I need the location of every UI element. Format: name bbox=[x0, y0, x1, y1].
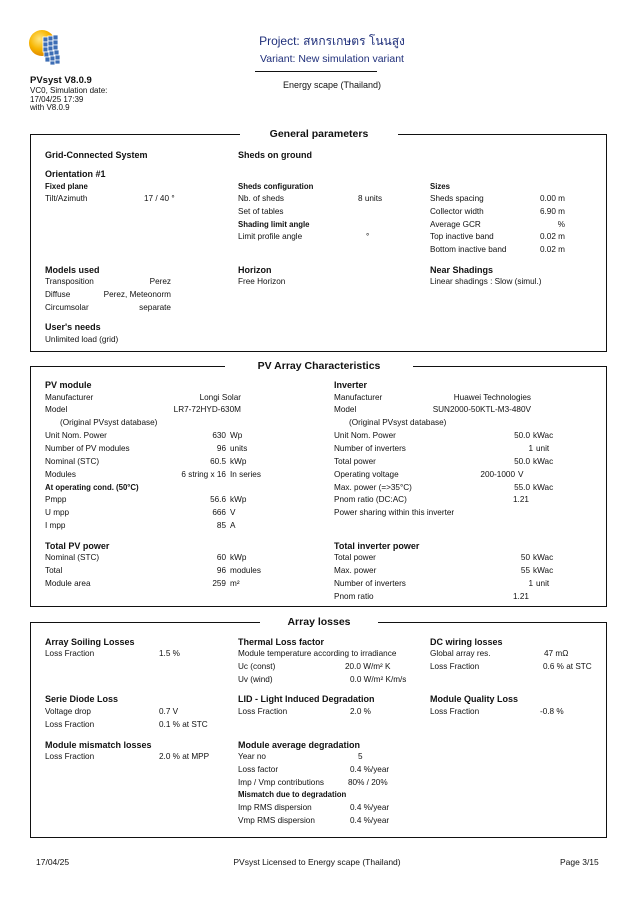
pv-spec-label: Nominal (STC) bbox=[45, 457, 100, 466]
total-inv-num: 1.21 bbox=[513, 592, 529, 601]
model-label: Circumsolar bbox=[45, 303, 89, 312]
lid-value: 2.0 % bbox=[350, 707, 371, 716]
total-inv-label: Total power bbox=[334, 553, 376, 562]
shading-limit-label: Shading limit angle bbox=[238, 220, 310, 229]
operating-num: 666 bbox=[212, 508, 226, 517]
lid-label: Loss Fraction bbox=[238, 707, 288, 716]
inv-spec-unit: unit bbox=[536, 444, 550, 453]
size-value: 0.02 m bbox=[539, 232, 565, 241]
uv-value: 0.0 W/m² K/m/s bbox=[350, 675, 407, 684]
uc-value: 20.0 W/m² K bbox=[345, 662, 391, 671]
diode-loss-value: 0.1 % at STC bbox=[159, 720, 208, 729]
total-pv-num: 96 bbox=[216, 566, 226, 575]
total-inv-label: Max. power bbox=[334, 566, 377, 575]
degradation-label: Year no bbox=[238, 752, 266, 761]
inverter-title: Inverter bbox=[334, 380, 368, 390]
pv-spec-label: Modules bbox=[45, 470, 76, 479]
total-pv-num: 60 bbox=[216, 553, 226, 562]
inv-spec-unit: kWac bbox=[533, 457, 554, 466]
total-inv-title: Total inverter power bbox=[334, 541, 420, 551]
inv-spec-unit: V bbox=[518, 470, 524, 479]
inv-spec-num: 50.0 bbox=[514, 457, 530, 466]
total-inv-unit: kWac bbox=[533, 566, 554, 575]
section-title: PV Array Characteristics bbox=[225, 360, 413, 372]
total-inv-unit: kWac bbox=[533, 553, 554, 562]
variant-title: Variant: New simulation variant bbox=[260, 53, 404, 65]
model-label: Transposition bbox=[45, 277, 94, 286]
dc-res-label: Global array res. bbox=[430, 649, 491, 658]
footer-page-number: Page 3/15 bbox=[560, 857, 599, 867]
total-pv-label: Module area bbox=[45, 579, 91, 588]
pv-spec-label: Number of PV modules bbox=[45, 444, 130, 453]
soiling-value: 1.5 % bbox=[159, 649, 180, 658]
size-label: Collector width bbox=[430, 207, 484, 216]
mismatch-value: 2.0 % at MPP bbox=[159, 752, 210, 761]
operating-title: At operating cond. (50°C) bbox=[45, 483, 139, 492]
pv-spec-num: 630 bbox=[212, 431, 226, 440]
dc-loss-label: Loss Fraction bbox=[430, 662, 480, 671]
size-value: % bbox=[557, 220, 565, 229]
dc-res-value: 47 mΩ bbox=[544, 649, 569, 658]
total-inv-label: Pnom ratio bbox=[334, 592, 374, 601]
inv-spec-label: Total power bbox=[334, 457, 376, 466]
total-inv-label: Number of inverters bbox=[334, 579, 406, 588]
section-title: Array losses bbox=[260, 616, 378, 628]
sheds-config-label: Sheds configuration bbox=[238, 182, 314, 191]
tilt-label: Tilt/Azimuth bbox=[45, 194, 88, 203]
total-pv-unit: modules bbox=[230, 566, 261, 575]
near-shadings-title: Near Shadings bbox=[430, 265, 494, 275]
total-inv-unit: unit bbox=[536, 579, 550, 588]
total-inv-num: 55 bbox=[520, 566, 530, 575]
operating-label: Pmpp bbox=[45, 495, 67, 504]
models-title: Models used bbox=[45, 265, 100, 275]
degradation-value: 80% / 20% bbox=[348, 778, 388, 787]
quality-label: Loss Fraction bbox=[430, 707, 480, 716]
size-label: Average GCR bbox=[430, 220, 481, 229]
horizon-value: Free Horizon bbox=[238, 277, 286, 286]
horizon-title: Horizon bbox=[238, 265, 272, 275]
model-value: Perez bbox=[149, 277, 171, 286]
system-type: Grid-Connected System bbox=[45, 150, 148, 160]
degradation-label: Loss factor bbox=[238, 765, 279, 774]
pv-module-value: Longi Solar bbox=[199, 393, 241, 402]
simulation-info bbox=[30, 87, 107, 113]
pv-module-label: Model bbox=[45, 405, 68, 414]
inv-spec-num: 1 bbox=[528, 444, 533, 453]
inverter-label: Model bbox=[334, 405, 357, 414]
inv-spec-num: 1.21 bbox=[513, 495, 529, 504]
soiling-title: Array Soiling Losses bbox=[45, 637, 135, 647]
sim-info-line: with V8.0.9 bbox=[30, 103, 70, 112]
orientation-title: Orientation #1 bbox=[45, 169, 106, 179]
inv-db-note: (Original PVsyst database) bbox=[349, 418, 447, 427]
size-value: 6.90 m bbox=[539, 207, 565, 216]
inv-spec-label: Unit Nom. Power bbox=[334, 431, 396, 440]
pv-spec-unit: kWp bbox=[230, 457, 247, 466]
pv-spec-num: 60.5 bbox=[210, 457, 226, 466]
degr-mismatch-value: 0.4 %/year bbox=[350, 803, 390, 812]
footer-license: PVsyst Licensed to Energy scape (Thailand) bbox=[233, 857, 401, 867]
pv-spec-label: Unit Nom. Power bbox=[45, 431, 107, 440]
degr-mismatch-label: Vmp RMS dispersion bbox=[238, 816, 315, 825]
total-pv-unit: m² bbox=[230, 579, 240, 588]
operating-label: U mpp bbox=[45, 508, 70, 517]
section-title: General parameters bbox=[240, 128, 398, 140]
inverter-value: SUN2000-50KTL-M3-480V bbox=[432, 405, 531, 414]
needs-value: Unlimited load (grid) bbox=[45, 335, 119, 344]
footer-date: 17/04/25 bbox=[36, 857, 70, 867]
degradation-title: Module average degradation bbox=[238, 740, 361, 750]
inverter-value: Huawei Technologies bbox=[453, 393, 531, 402]
degradation-value: 0.4 %/year bbox=[350, 765, 390, 774]
total-inv-num: 1 bbox=[528, 579, 533, 588]
inv-spec-num: 55.0 bbox=[514, 483, 530, 492]
inv-spec-unit: kWac bbox=[533, 483, 554, 492]
app-name: PVsyst V8.0.9 bbox=[30, 75, 92, 86]
pv-module-value: LR7-72HYD-630M bbox=[173, 405, 241, 414]
model-value: Perez, Meteonorm bbox=[103, 290, 171, 299]
pv-spec-unit: In series bbox=[230, 470, 261, 479]
needs-title: User's needs bbox=[45, 322, 101, 332]
header-divider bbox=[255, 71, 377, 72]
inv-spec-label: Operating voltage bbox=[334, 470, 399, 479]
fixed-plane-label: Fixed plane bbox=[45, 182, 88, 191]
diode-drop-label: Voltage drop bbox=[45, 707, 91, 716]
general-parameters-section bbox=[30, 134, 607, 352]
degradation-label: Imp / Vmp contributions bbox=[238, 778, 325, 787]
degr-mismatch-title: Mismatch due to degradation bbox=[238, 790, 347, 799]
inv-spec-label: Max. power (=>35°C) bbox=[334, 483, 412, 492]
soiling-label: Loss Fraction bbox=[45, 649, 95, 658]
pv-db-note: (Original PVsyst database) bbox=[60, 418, 158, 427]
degr-mismatch-value: 0.4 %/year bbox=[350, 816, 390, 825]
operating-unit: kWp bbox=[230, 495, 247, 504]
uc-label: Uc (const) bbox=[238, 662, 276, 671]
uv-label: Uv (wind) bbox=[238, 675, 273, 684]
inv-spec-label: Pnom ratio (DC:AC) bbox=[334, 495, 407, 504]
thermal-title: Thermal Loss factor bbox=[238, 637, 325, 647]
size-label: Top inactive band bbox=[430, 232, 494, 241]
total-pv-unit: kWp bbox=[230, 553, 247, 562]
size-label: Sheds spacing bbox=[430, 194, 484, 203]
dc-loss-value: 0.6 % at STC bbox=[543, 662, 592, 671]
inv-spec-num: 50.0 bbox=[514, 431, 530, 440]
inv-spec-unit: kWac bbox=[533, 431, 554, 440]
pv-spec-unit: Wp bbox=[230, 431, 243, 440]
sim-info-line: 17/04/25 17:39 bbox=[30, 94, 84, 104]
operating-num: 56.6 bbox=[210, 495, 226, 504]
set-tables-label: Set of tables bbox=[238, 207, 284, 216]
inverter-label: Manufacturer bbox=[334, 393, 383, 402]
mismatch-title: Module mismatch losses bbox=[45, 740, 152, 750]
lid-title: LID - Light Induced Degradation bbox=[238, 694, 375, 704]
total-inv-num: 50 bbox=[520, 553, 530, 562]
degr-mismatch-label: Imp RMS dispersion bbox=[238, 803, 312, 812]
pv-spec-num: 6 string x 16 bbox=[181, 470, 226, 479]
pv-module-title: PV module bbox=[45, 380, 92, 390]
sim-info-line: VC0, Simulation date: bbox=[30, 86, 108, 95]
total-pv-title: Total PV power bbox=[45, 541, 110, 551]
size-label: Bottom inactive band bbox=[430, 245, 507, 254]
size-value: 0.02 m bbox=[539, 245, 565, 254]
nb-sheds-label: Nb. of sheds bbox=[238, 194, 284, 203]
mismatch-label: Loss Fraction bbox=[45, 752, 95, 761]
degradation-value: 5 bbox=[358, 752, 363, 761]
total-pv-label: Nominal (STC) bbox=[45, 553, 100, 562]
size-value: 0.00 m bbox=[539, 194, 565, 203]
sheds-title: Sheds on ground bbox=[238, 150, 312, 160]
pv-spec-num: 96 bbox=[216, 444, 226, 453]
limit-profile-label: Limit profile angle bbox=[238, 232, 303, 241]
inv-spec-num: 200-1000 bbox=[480, 470, 515, 479]
tilt-value: 17 / 40 ° bbox=[144, 194, 175, 203]
diode-drop-value: 0.7 V bbox=[159, 707, 179, 716]
diode-title: Serie Diode Loss bbox=[45, 694, 119, 704]
near-shadings-value: Linear shadings : Slow (simul.) bbox=[430, 277, 542, 286]
diode-loss-label: Loss Fraction bbox=[45, 720, 95, 729]
model-value: separate bbox=[139, 303, 171, 312]
model-label: Diffuse bbox=[45, 290, 71, 299]
operating-label: I mpp bbox=[45, 521, 66, 530]
project-title: Project: สหกรเกษตร โนนสูง bbox=[259, 34, 405, 48]
power-sharing-note: Power sharing within this inverter bbox=[334, 508, 455, 517]
nb-sheds-value: 8 units bbox=[358, 194, 383, 203]
thermal-note: Module temperature according to irradiance bbox=[238, 649, 397, 658]
operating-unit: V bbox=[230, 508, 236, 517]
limit-profile-value: ° bbox=[366, 232, 370, 241]
sizes-title: Sizes bbox=[430, 182, 450, 191]
total-pv-num: 259 bbox=[212, 579, 226, 588]
quality-value: -0.8 % bbox=[540, 707, 564, 716]
pv-spec-unit: units bbox=[230, 444, 248, 453]
operating-num: 85 bbox=[216, 521, 226, 530]
pv-module-label: Manufacturer bbox=[45, 393, 94, 402]
quality-title: Module Quality Loss bbox=[430, 694, 519, 704]
operating-unit: A bbox=[230, 521, 236, 530]
inv-spec-label: Number of inverters bbox=[334, 444, 406, 453]
dc-wiring-title: DC wiring losses bbox=[430, 637, 503, 647]
total-pv-label: Total bbox=[45, 566, 63, 575]
company-name: Energy scape (Thailand) bbox=[282, 80, 382, 90]
